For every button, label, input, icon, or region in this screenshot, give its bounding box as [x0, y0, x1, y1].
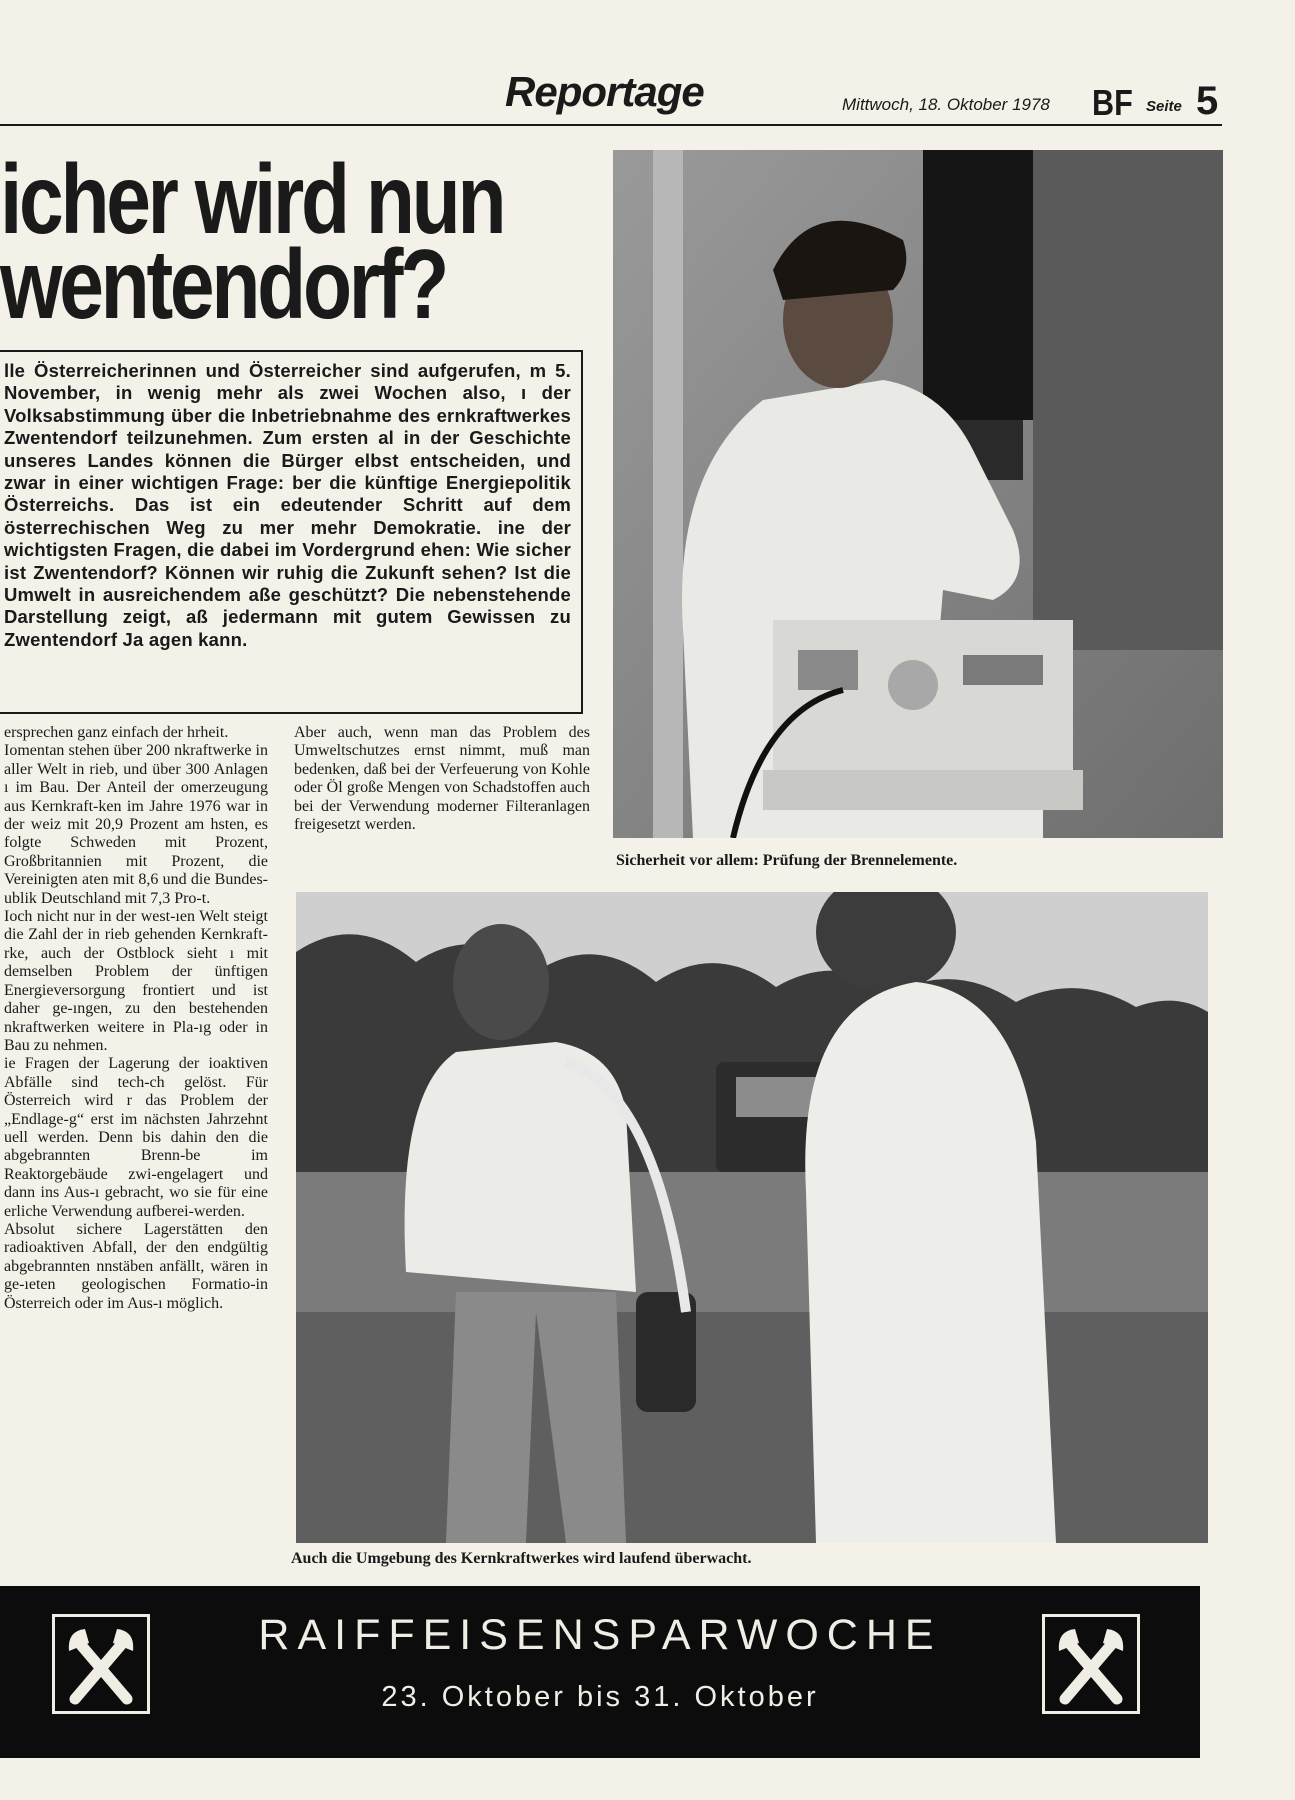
issue-date: Mittwoch, 18. Oktober 1978 [842, 95, 1050, 114]
ad-dates: 23. Oktober bis 31. Oktober [381, 1681, 819, 1713]
paragraph: ersprechen ganz einfach der hrheit. [4, 724, 229, 741]
photo-caption-bottom: Auch die Umgebung des Kernkraftwerkes wird laufend überwacht. [291, 1550, 752, 1567]
raiffeisen-ad-banner [0, 1586, 1200, 1758]
header-rule [0, 124, 1222, 126]
photo-caption-top: Sicherheit vor allem: Prüfung der Brennelemente. [616, 852, 958, 869]
paragraph: Iomentan stehen über 200 nkraftwerke in aller Welt in rieb, und über 300 Anlagen ı im Bau. Der Anteil der omerzeugung aus Kernkraft-ken im Jahre 1976 war in der weiz mit 20,9 Prozent am hsten, es folgte Schweden mit Prozent, Großbritannien mit Prozent, die Vereinigten aten mit 8,6 und die Bundes-ublik Deutschland mit 7,3 Pro-t. [4, 742, 268, 907]
intro-box [0, 350, 583, 714]
photo-fuel-element-inspection [613, 150, 1223, 838]
intro-text: lle Österreicherinnen und Österreicher sind aufgerufen, m 5. November, in wenig mehr als zwei Wochen also, ı der Volksabstimmung über die Inbetriebnahme des ernkraftwerkes Zwentendorf teilzunehmen. Zum ersten al in der Geschichte unseres Landes können die Bürger elbst entscheiden, und zwar in einer wichtigen Frage: ber die künftige Energiepolitik Österreichs. Das ist ein edeutender Schritt auf dem österrechischen Weg zu mer mehr Demokratie. ine der wichtigsten Fragen, die dabei im Vordergrund ehen: Wie sicher ist Zwentendorf? Können wir ruhig die Zukunft sehen? Ist die Umwelt in ausreichendem aße geschützt? Die nebenstehende Darstellung zeigt, aß jedermann mit gutem Gewissen zu Zwentendorf Ja agen kann. [4, 360, 571, 650]
paragraph: Absolut sichere Lagerstätten den radioaktiven Abfall, der den endgültig abgebrannten nnstäben anfällt, wären in ge-ıeten geologischen Formatio-in Österreich oder im Aus-ı möglich. [4, 1220, 268, 1312]
headline-line-2: wentendorf? [0, 229, 447, 339]
paragraph: Ioch nicht nur in der west-ıen Welt steigt die Zahl der in rieb gehenden Kernkraft-rke, auch der Ostblock sieht ı mit demselben Problem der ünftigen Energieversorgung frontiert und ist daher ge-ıngen, zu den bestehenden nkraftwerken weitere in Pla-ıg oder in Bau zu nehmen. [4, 908, 268, 1054]
photo-environment-monitoring [296, 892, 1208, 1543]
raiffeisen-crossed-horses-icon [52, 1614, 150, 1714]
page-label: Seite [1146, 98, 1182, 115]
raiffeisen-crossed-horses-icon [1042, 1614, 1140, 1714]
paragraph: ie Fragen der Lagerung der ioaktiven Abfälle sind tech-ch gelöst. Für Österreich wird r das Problem der „Endlage-g“ erst im nächsten Jahrzehnt uell werden. Denn bis dahin den die abgebrannten Brenn-be im Reaktorgebäude zwi-engelagert und dann ins Aus-ı gebracht, wo sie für eine erliche Verwendung aufberei-werden. [4, 1055, 268, 1220]
paragraph: Aber auch, wenn man das Problem des Umweltschutzes ernst nimmt, muß man bedenken, daß bei der Verfeuerung von Kohle oder Öl große Mengen von Schadstoffen auch bei der Verwendung moderner Filteranlagen freigesetzt werden. [294, 724, 590, 834]
headline-line-1: icher wird nun [0, 144, 504, 254]
article-column-1 [4, 724, 268, 1562]
ad-title: RAIFFEISENSPARWOCHE [258, 1611, 942, 1659]
page-number: 5 [1196, 79, 1219, 123]
section-title: Reportage [505, 68, 704, 115]
newspaper-logo: BF [1092, 82, 1133, 123]
article-column-2 [294, 724, 590, 874]
